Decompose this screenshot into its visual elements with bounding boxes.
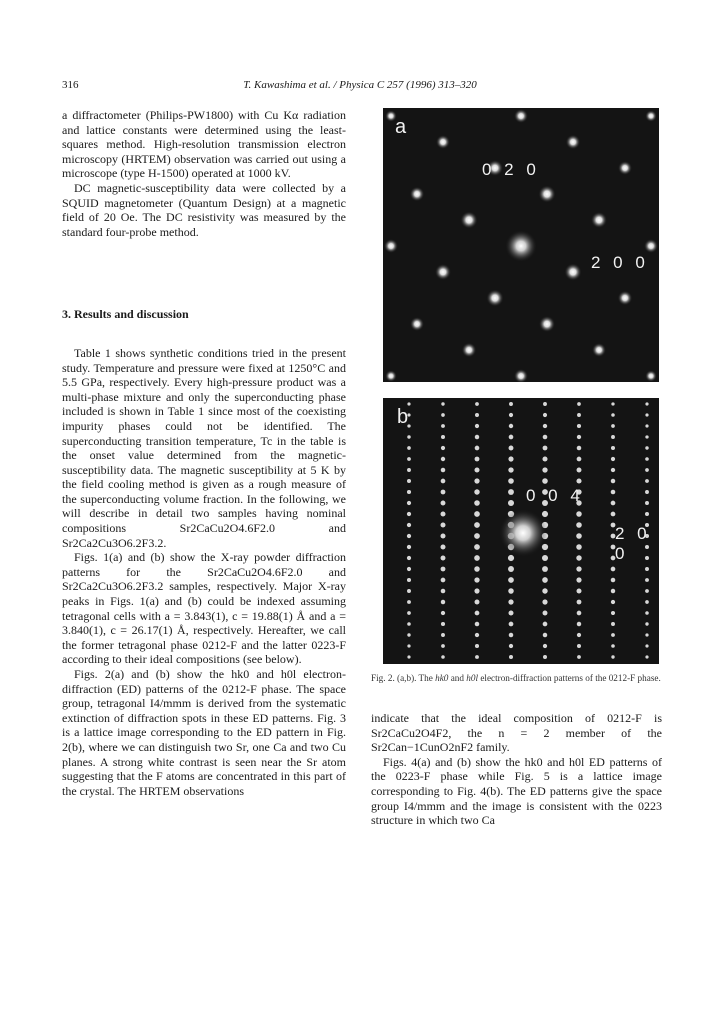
diffraction-spot (441, 435, 445, 439)
diffraction-spot (577, 413, 581, 417)
diffraction-spot (645, 413, 648, 416)
diffraction-spot (508, 577, 514, 583)
diffraction-spot (407, 523, 411, 527)
diffraction-spot (407, 512, 411, 516)
diffraction-spot (542, 555, 548, 561)
diffraction-spot (543, 413, 547, 417)
diffraction-spot (441, 413, 445, 417)
diffraction-spot (509, 655, 513, 659)
diffraction-spot (542, 588, 547, 593)
diffraction-spot (474, 467, 479, 472)
diffraction-spot (475, 622, 480, 627)
diffraction-spot (576, 533, 582, 539)
diffraction-spot (407, 501, 411, 505)
diffraction-spot (543, 402, 547, 406)
diffraction-spot (407, 589, 411, 593)
diffraction-spot (645, 622, 648, 625)
diffraction-spot (407, 457, 411, 461)
diffraction-spot (542, 478, 548, 484)
diffraction-spot (611, 589, 615, 593)
diffraction-spot (407, 479, 411, 483)
diffraction-spot (611, 446, 615, 450)
diffraction-spot (576, 478, 581, 483)
left-column (62, 108, 346, 798)
diffraction-spot (514, 369, 528, 382)
diffraction-spot (645, 600, 649, 604)
diffraction-spot (407, 655, 410, 658)
diffraction-spot (407, 611, 411, 615)
diffraction-spot (644, 239, 658, 253)
diffraction-spot (645, 633, 648, 636)
diffraction-spot (542, 456, 547, 461)
diffraction-spot (611, 402, 614, 405)
diffraction-spot (576, 566, 581, 571)
diffraction-spot (566, 135, 581, 150)
diffraction-spot (407, 578, 411, 582)
diffraction-spot (611, 490, 616, 495)
methods-paragraph: a diffractometer (Philips-PW1800) with Cu Kα radiation and lattice constants were determined using the least-squares method. High-resolution transmission electron microscopy (HRTEM) observation was carried out using a microscope (type H-1500) operated at 1000 kV. (62, 108, 346, 181)
journal-reference: T. Kawashima et al. / Physica C 257 (1996) 313–320 (243, 79, 477, 91)
diffraction-spot (441, 611, 445, 615)
diffraction-spot (543, 633, 547, 637)
diffraction-spot (475, 457, 480, 462)
diffraction-spot (475, 633, 479, 637)
diffraction-spot (645, 655, 648, 658)
caption-lead: Fig. 2. (a,b). The (371, 673, 436, 683)
diffraction-spot (611, 512, 616, 517)
diffraction-spot (509, 424, 513, 428)
diffraction-spot (542, 566, 548, 572)
diffraction-spot (645, 424, 648, 427)
diffraction-spot (474, 555, 480, 561)
diffraction-spot (543, 435, 548, 440)
diffraction-spot (407, 556, 411, 560)
diffraction-spot (645, 457, 649, 461)
diffraction-spot (441, 446, 445, 450)
diffraction-spot (385, 370, 397, 382)
diffraction-spot (505, 230, 537, 262)
diffraction-spot (441, 512, 446, 517)
diffraction-spot (440, 533, 445, 538)
diffraction-spot (475, 655, 479, 659)
diffraction-spot (645, 490, 649, 494)
diffraction-spot (435, 264, 451, 280)
diffraction-spot (645, 501, 649, 505)
diffraction-spot (611, 479, 615, 483)
diffraction-spot (474, 566, 480, 572)
diffraction-spot (542, 511, 548, 517)
diffraction-spot (508, 566, 514, 572)
diffraction-spot (543, 655, 547, 659)
diffraction-spot (514, 109, 528, 123)
diffraction-spot (576, 522, 582, 528)
diffraction-spot (509, 633, 514, 638)
diffraction-spot (407, 534, 411, 538)
diffraction-spot (543, 622, 548, 627)
diffraction-spot (407, 468, 411, 472)
diffraction-spot (538, 185, 555, 202)
figure-caption (371, 672, 662, 684)
diffraction-spot (441, 567, 446, 572)
diffraction-spot (475, 413, 479, 417)
diffraction-spot (645, 644, 648, 647)
panel-letter-a: a (395, 116, 407, 138)
diffraction-spot (591, 212, 607, 228)
right-column (371, 711, 662, 828)
diffraction-spot (410, 187, 425, 202)
diffraction-spot (645, 435, 648, 438)
composition-paragraph: indicate that the ideal composition of 0212-F is Sr2CaCu2O4F2, the n = 2 member of the Sr2Can−1CunO2nF2 family. (371, 711, 662, 755)
diffraction-spot (576, 511, 581, 516)
diffraction-spot (474, 478, 479, 483)
diffraction-spot (441, 556, 446, 561)
diffraction-spot (474, 489, 479, 494)
diffraction-spot (441, 578, 446, 583)
diffraction-spot (611, 424, 615, 428)
diffraction-spots-a (383, 108, 659, 382)
diffraction-spot (441, 468, 446, 473)
page-number: 316 (62, 79, 79, 91)
diffraction-spot (441, 457, 445, 461)
diffraction-spot (611, 578, 616, 583)
diffraction-spot (508, 599, 513, 604)
results-paragraph-3: Figs. 2(a) and (b) show the hk0 and h0l electron-diffraction (ED) patterns of the 0212-F phase. The space group, tetragonal I4/mmm is derived from the systematic extinction of diffraction spots in these ED patterns. Fig. 3 is a lattice image corresponding to the ED pattern in Fig. 2(b), where we can distinguish two Sr, one Ca and two Cu planes. A strong white contrast is seen near the Sr atom suggesting that the F atoms are concentrated in this part of the crystal. The HRTEM observations (62, 667, 346, 798)
diffraction-spot (486, 289, 503, 306)
diffraction-spot (645, 512, 649, 516)
diffraction-spot (508, 478, 514, 484)
central-beam-spot (499, 509, 547, 557)
diffraction-spot (577, 457, 582, 462)
diffraction-spot (407, 622, 411, 626)
diffraction-spot (475, 424, 479, 428)
figure-2b-ed-pattern (383, 398, 659, 664)
diffraction-spot (462, 343, 477, 358)
diffraction-spot (441, 545, 446, 550)
diffraction-spot (542, 467, 547, 472)
diffraction-spot (508, 500, 514, 506)
diffraction-spot (508, 588, 513, 593)
diffraction-spot (384, 239, 398, 253)
diffraction-spot (576, 577, 581, 582)
diffraction-spot (474, 588, 479, 593)
diffraction-spot (441, 490, 446, 495)
spot-label-200-b: 2 0 0 (615, 524, 651, 563)
diffraction-spot (441, 589, 446, 594)
diffraction-spot (509, 446, 514, 451)
diffraction-spot (441, 644, 445, 648)
diffraction-spot (543, 424, 547, 428)
diffraction-spot (475, 611, 480, 616)
diffraction-spot (611, 457, 615, 461)
diffraction-spot (407, 545, 411, 549)
diffraction-spot (509, 622, 514, 627)
diffraction-spot (577, 633, 581, 637)
diffraction-spot (611, 655, 614, 658)
diffraction-spot (577, 446, 582, 451)
diffraction-spot (460, 211, 477, 228)
diffraction-spot (611, 501, 616, 506)
diffraction-spot (611, 600, 615, 604)
diffraction-spot (436, 135, 450, 149)
diffraction-spot (645, 446, 648, 449)
diffraction-spot (407, 446, 411, 450)
diffraction-spot (508, 489, 514, 495)
diffraction-spot (577, 468, 582, 473)
diffraction-spot (576, 544, 582, 550)
diffraction-spot (475, 435, 479, 439)
diffraction-spot (576, 555, 581, 560)
susceptibility-paragraph: DC magnetic-susceptibility data were collected by a SQUID magnetometer (Quantum Design) at a magnetic field of 20 Oe. The DC resistivity was measured by the standard four-probe method. (62, 180, 346, 239)
figure-2a-ed-pattern (383, 108, 659, 382)
diffraction-spot (475, 644, 479, 648)
diffraction-spot (577, 402, 581, 406)
diffraction-spot (577, 644, 581, 648)
diffraction-spot (645, 567, 649, 571)
diffraction-spot (577, 435, 581, 439)
spot-label-004: 0 0 4 (526, 486, 584, 505)
diffraction-spot (441, 655, 445, 659)
diffraction-spot (474, 544, 480, 550)
diffraction-spot (542, 599, 547, 604)
diffraction-spot (618, 291, 633, 306)
diffraction-spot (441, 501, 446, 506)
diffraction-spot (407, 644, 410, 647)
diffraction-spot (441, 402, 444, 405)
caption-tail: electron-diffraction patterns of the 0212-F phase. (478, 673, 661, 683)
diffraction-spot (474, 522, 480, 528)
diffraction-spot (508, 610, 513, 615)
section-heading: 3. Results and discussion (62, 307, 189, 322)
diffraction-spot (407, 600, 411, 604)
diffraction-spot (576, 588, 581, 593)
diffraction-spot (611, 468, 615, 472)
spacer (62, 239, 346, 270)
diffraction-spot (611, 413, 615, 417)
diffraction-spot (508, 467, 513, 472)
diffraction-spot (577, 622, 581, 626)
diffraction-spot (592, 343, 606, 357)
diffraction-spot (440, 522, 445, 527)
caption-mid: and (448, 673, 467, 683)
diffraction-spot (474, 577, 479, 582)
diffraction-spot (509, 435, 514, 440)
diffraction-spot (611, 644, 615, 648)
diffraction-spot (441, 600, 445, 604)
diffraction-spot (475, 600, 480, 605)
panel-letter-b: b (397, 406, 409, 428)
diffraction-spot (542, 577, 548, 583)
diffraction-spot (611, 611, 615, 615)
diffraction-spot (475, 446, 480, 451)
diffraction-spot (474, 511, 480, 517)
diffraction-spot (645, 110, 657, 122)
results-paragraph-1: Table 1 shows synthetic conditions tried in the present study. Temperature and pressure were fixed at 1250°C and 5.5 GPa, respectively. Every high-pressure product was a multi-phase mixture and only the superconducting phase included is shown in Table 1 since most of the coexisting impurity phases could not be identified. The superconducting transition temperature, Tc in the table is the onset value determined from the magnetic-susceptibility data. The magnetic susceptibility at 5 K by the field cooling method is given as a rough measure of the superconducting volume fraction. In the following, we will describe in detail two samples having nominal compositions Sr2CaCu2O4.6F2.0 and Sr2Ca2Cu3O6.2F3.2. (62, 345, 346, 550)
diffraction-spot (509, 644, 513, 648)
diffraction-spot (441, 622, 445, 626)
diffraction-spot (645, 589, 649, 593)
spot-label-200-a: 2 0 0 (591, 253, 649, 272)
diffraction-spot (543, 644, 547, 648)
spot-label-020: 0 2 0 (482, 160, 540, 179)
diffraction-spot (611, 567, 616, 572)
diffraction-spot (475, 402, 479, 406)
diffraction-spot (474, 500, 480, 506)
diffraction-spot (407, 490, 411, 494)
diffraction-spot (645, 479, 649, 483)
diffraction-spot (577, 424, 581, 428)
diffraction-spot (508, 555, 514, 561)
diffraction-spot (539, 316, 555, 332)
results-paragraph-2: Figs. 1(a) and (b) show the X-ray powder diffraction patterns for the Sr2CaCu2O4.6F2.0 and Sr2Ca2Cu3O6.2F3.2 samples, respectively. Major X-ray peaks in Figs. 1(a) and (b) could be indexed assuming tetragonal cells with a = 3.843(1), c = 19.88(1) Å and a = 3.840(1), c = 26.17(1) Å, respectively. Hereafter, we call the former tetragonal phase 0212-F and the latter 0223-F according to their ideal compositions (see below). (62, 550, 346, 667)
diffraction-spot (577, 600, 582, 605)
diffraction-spot (410, 317, 424, 331)
diffraction-spot (407, 633, 410, 636)
diffraction-spot (509, 413, 513, 417)
diffraction-spot (577, 611, 582, 616)
diffraction-spot (645, 611, 649, 615)
diffraction-spot (618, 161, 632, 175)
diffraction-spot (577, 655, 581, 659)
diffraction-spot (441, 424, 445, 428)
diffraction-spot (441, 633, 445, 637)
diffraction-spot (407, 435, 410, 438)
diffraction-spot (441, 479, 446, 484)
diffraction-spot (611, 435, 615, 439)
diffraction-spot (645, 468, 649, 472)
diffraction-spot (645, 578, 649, 582)
diffraction-spot (474, 533, 480, 539)
diffraction-spot (509, 402, 513, 406)
diffraction-spot (543, 611, 548, 616)
phase-0223-paragraph: Figs. 4(a) and (b) show the hk0 and h0l ED patterns of the 0223-F phase while Fig. 5 is a lattice image corresponding to Fig. 4(b). The ED patterns give the space group I4/mmm and the image is consistent with the 0223 structure in which two Ca (371, 754, 662, 828)
caption-h0l: h0l (466, 673, 479, 683)
diffraction-spot (407, 567, 411, 571)
diffraction-spot (611, 622, 615, 626)
diffraction-spot (611, 633, 615, 637)
diffraction-spot (543, 446, 548, 451)
caption-hk0: hk0 (435, 673, 449, 683)
diffraction-spot (508, 456, 513, 461)
diffraction-spot (645, 402, 648, 405)
diffraction-spot (564, 263, 581, 280)
diffraction-spot (645, 370, 657, 382)
running-head (62, 79, 658, 95)
